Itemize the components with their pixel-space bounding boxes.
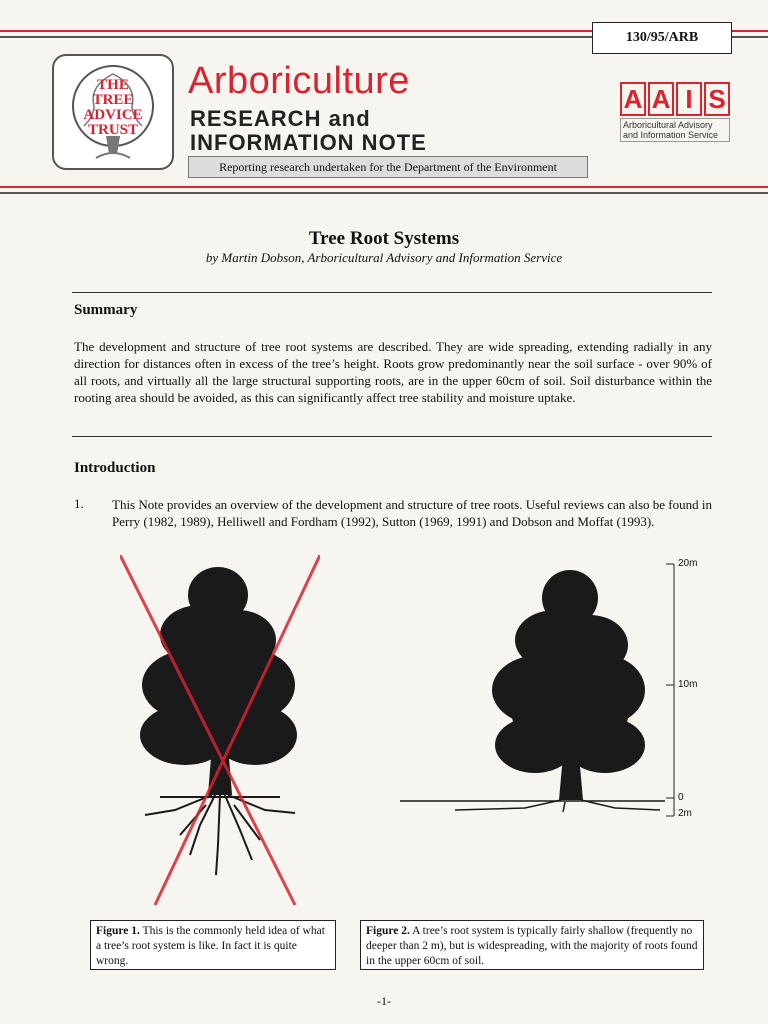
scale-label-20m: 20m [678, 558, 698, 569]
aais-caption-line1: Arboricultural Advisory [623, 120, 713, 130]
page-number: -1- [377, 994, 391, 1008]
reference-number: 130/95/ARB [592, 22, 732, 54]
document-title: Tree Root Systems [308, 228, 460, 249]
series-subtitle-line1: RESEARCH and [190, 106, 371, 131]
author-byline: by Martin Dobson, Arboricultural Advisory and Information Service [205, 250, 563, 265]
aais-letter: A [648, 82, 674, 116]
section-divider [72, 292, 712, 293]
aais-logo [620, 82, 730, 138]
header-rule-red-bottom [0, 186, 768, 188]
figure1-caption-text: This is the commonly held idea of what a tree’s root system is like. In fact it is quite wrong. [96, 925, 325, 967]
aais-letter: I [676, 82, 702, 116]
logo-text-trust: TRUST [87, 122, 139, 138]
summary-text: The development and structure of tree root systems are described. They are wide spreading, extending radially in any direction for distances often in excess of the tree’s height. Roots grow predominantly near the soil surface - over 90% of all roots, and virtually all the large structural supporting roots, are in the upper 60cm of soil. Soil disturbance within the rooting area should be avoided, as this can significantly affect tree stability and moisture uptake. [74, 339, 712, 405]
aais-caption-line2: and Information Service [623, 130, 719, 140]
aais-letter: A [620, 82, 646, 116]
logo-text-advice: ADVICE [83, 107, 143, 123]
height-scale-bar [662, 560, 682, 820]
department-banner: Reporting research undertaken for the Department of the Environment [188, 156, 588, 178]
figure2-label: Figure 2. [366, 925, 410, 937]
figure1-caption [90, 920, 336, 970]
series-subtitle-line2: INFORMATION NOTE [190, 130, 427, 155]
scale-label-0: 0 [678, 792, 684, 803]
figure1-tree-illustration [120, 555, 320, 915]
header-rule-grey-bottom [0, 192, 768, 194]
series-title: Arboriculture [188, 60, 410, 102]
figure2-caption-text: A tree’s root system is typically fairly shallow (frequently no deeper than 2 m), but is widespreading, with the majority of roots found in the upper 60cm of soil. [366, 925, 698, 967]
paragraph-number: 1. [74, 496, 84, 511]
logo-text-tree: TREE [92, 92, 134, 108]
tree-advice-trust-logo [52, 54, 174, 170]
figure2-caption [360, 920, 704, 970]
introduction-text: This Note provides an overview of the development and structure of tree roots. Useful reviews can also be found in Perry (1982, 1989), Helliwell and Fordham (1992), Sutton (1969, 1991) and Dobson and Moffat (1993). [112, 497, 712, 529]
introduction-heading: Introduction [74, 460, 156, 476]
scale-label-10m: 10m [678, 679, 698, 690]
section-divider [72, 436, 712, 437]
aais-letter: S [704, 82, 730, 116]
summary-heading: Summary [74, 302, 138, 318]
figure2-tree-illustration [395, 560, 675, 820]
logo-text-the: THE [97, 77, 129, 93]
scale-label-2m: 2m [678, 808, 692, 819]
figure1-label: Figure 1. [96, 925, 140, 937]
